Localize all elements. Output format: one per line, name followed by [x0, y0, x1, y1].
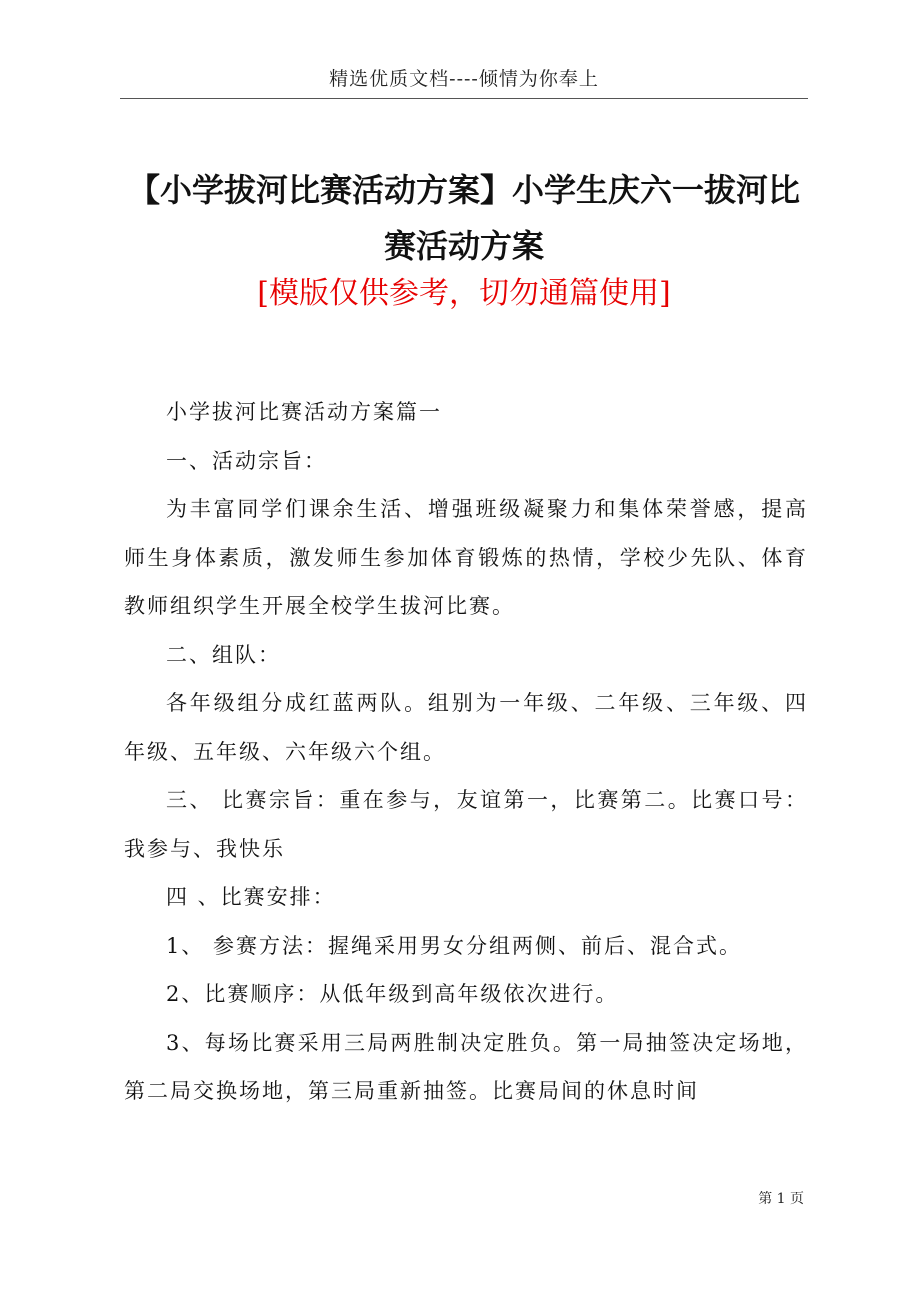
paragraph-principle: 三、 比赛宗旨：重在参与，友谊第一，比赛第二。比赛口号：我参与、我快乐 [124, 788, 808, 861]
header-divider [120, 98, 808, 99]
document-body [124, 388, 808, 1116]
paragraph-purpose: 为丰富同学们课余生活、增强班级凝聚力和集体荣誉感，提高师生身体素质，激发师生参加体育锻炼的热情，学校少先队、体育教师组织学生开展全校学生拔河比赛。 [124, 497, 808, 618]
page-header: 精选优质文档----倾情为你奉上 [329, 68, 599, 90]
document-title: 【小学拔河比赛活动方案】小学生庆六一拔河比赛活动方案 [127, 171, 800, 265]
subheading-arrangement: 四 、比赛安排： [166, 885, 336, 909]
section-heading: 小学拔河比赛活动方案篇一 [166, 400, 442, 424]
page-number: 第 1 页 [758, 1191, 804, 1207]
list-item: 2、比赛顺序：从低年级到高年级依次进行。 [166, 982, 619, 1006]
template-notice: [模版仅供参考，切勿通篇使用] [257, 276, 671, 311]
subheading-purpose: 一、活动宗旨： [166, 448, 327, 473]
subheading-teams: 二、组队： [166, 642, 281, 667]
list-item: 1、 参赛方法：握绳采用男女分组两侧、前后、混合式。 [166, 933, 743, 958]
list-item: 3、每场比赛采用三局两胜制决定胜负。第一局抽签决定场地，第二局交换场地，第三局重新抽签。比赛局间的休息时间 [124, 1030, 808, 1103]
paragraph-teams: 各年级组分成红蓝两队。组别为一年级、二年级、三年级、四年级、五年级、六年级六个组。 [124, 691, 808, 764]
